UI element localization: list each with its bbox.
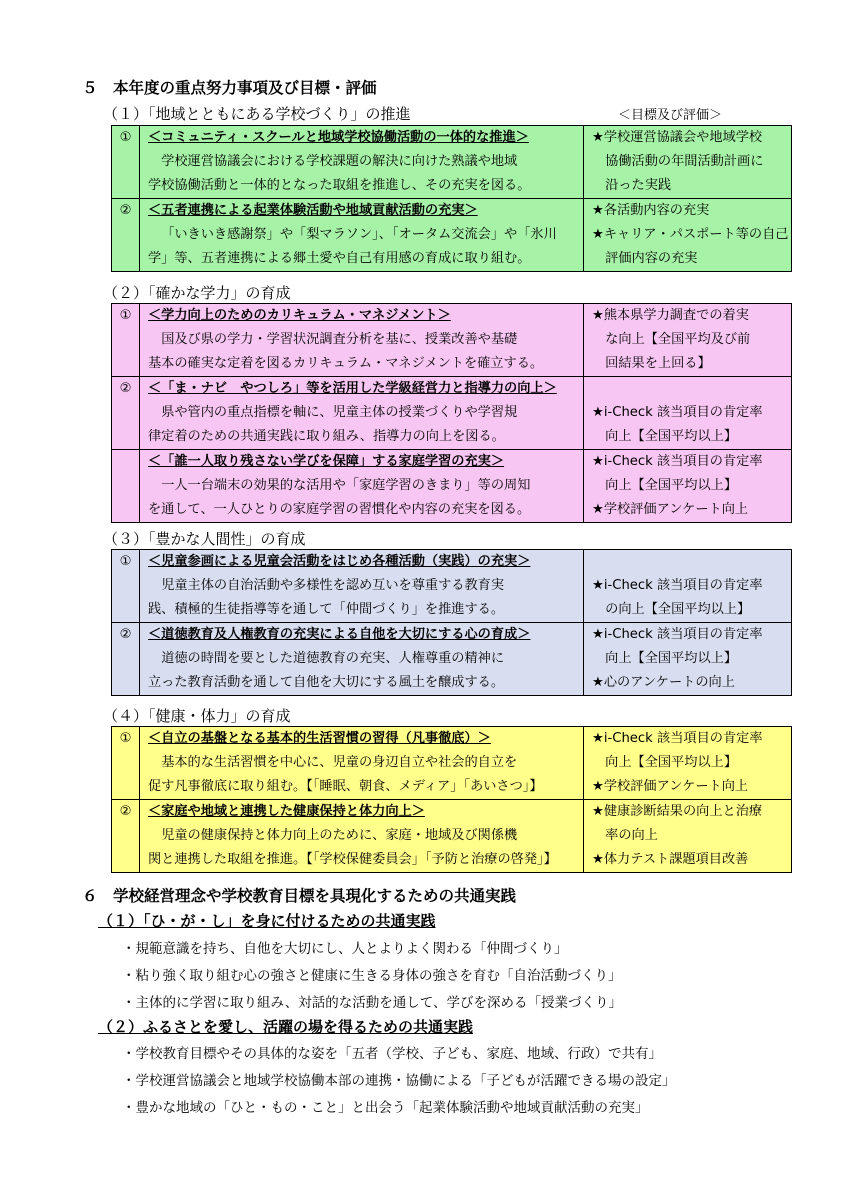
table-row [112, 304, 792, 377]
goal-line: ★学校評価アンケート向上 [592, 779, 749, 794]
goal-line: ★i-Check 該当項目の肯定率 [592, 454, 763, 469]
table-row [112, 800, 792, 873]
list-item: ・主体的に学習に取り組み、対話的な活動を通して、学びを深める「授業づくり」 [122, 995, 623, 1011]
row-main [140, 450, 584, 523]
goal-line: ★i-Check 該当項目の肯定率 [592, 627, 763, 642]
row-body-2: 学校協働活動と一体的となった取組を推進し、その充実を図る。 [148, 178, 531, 193]
row-goal [584, 304, 792, 377]
row-title: ＜家庭や地域と連携した健康保持と体力向上＞ [148, 804, 425, 819]
table-row [112, 126, 792, 199]
goal-line: 評価内容の充実 [592, 251, 698, 266]
row-number: ① [112, 550, 140, 623]
row-body-2: を通して、一人ひとりの家庭学習の習慣化や内容の充実を図る。 [148, 502, 531, 517]
row-body-2: 立った教育活動を通して自他を大切にする風土を醸成する。 [148, 675, 505, 690]
row-title: ＜学力向上のためのカリキュラム・マネジメント＞ [148, 308, 451, 323]
row-number: ② [112, 199, 140, 272]
list-item: ・学校教育目標やその具体的な姿を「五者（学校、子ども、家庭、地域、行政）で共有」 [122, 1046, 662, 1062]
row-number: ① [112, 126, 140, 199]
row-body-2: 基本の確実な定着を図るカリキュラム・マネジメントを確立する。 [148, 356, 544, 371]
row-main [140, 727, 584, 800]
goal-line: ★熊本県学力調査での着実 [592, 308, 749, 323]
goal-line: ★各活動内容の充実 [592, 203, 710, 218]
goal-line: 向上【全国平均以上】 [592, 429, 738, 444]
row-main [140, 800, 584, 873]
row-title: ＜児童参画による児童会活動をはじめ各種活動（実践）の充実＞ [148, 554, 531, 569]
s6-sub1-title: （１）「ひ・が・し」を身に付けるための共通実践 [98, 912, 436, 930]
row-title: ＜自立の基盤となる基本的生活習慣の習得（凡事徹底）＞ [148, 731, 491, 746]
row-main [140, 550, 584, 623]
row-goal [584, 126, 792, 199]
row-body-1: 基本的な生活習慣を中心に、児童の身辺自立や社会的自立を [161, 755, 518, 770]
row-goal [584, 377, 792, 450]
row-title: ＜五者連携による起業体験活動や地域貢献活動の充実＞ [148, 203, 478, 218]
list-item: ・豊かな地域の「ひと・もの・こと」と出会う「起業体験活動や地域貢献活動の充実」 [122, 1100, 649, 1116]
row-body-1: 国及び県の学力・学習状況調査分析を基に、授業改善や基礎 [161, 332, 518, 347]
row-body-2: 関と連携した取組を推進。【「学校保健委員会」「予防と治療の啓発」】 [148, 852, 557, 867]
goal-line: 率の向上 [592, 828, 658, 843]
goal-line: 沿った実践 [592, 178, 672, 193]
row-number [112, 450, 140, 523]
goal-line: ★i-Check 該当項目の肯定率 [592, 405, 763, 420]
table-row [112, 727, 792, 800]
goal-eval-note: ＜目標及び評価＞ [618, 108, 723, 123]
list-item: ・学校運営協議会と地域学校協働本部の連携・協働による「子どもが活躍できる場の設定」 [122, 1073, 676, 1089]
row-main [140, 623, 584, 696]
row-body-1: 学校運営協議会における学校課題の解決に向けた熟議や地域 [161, 154, 518, 169]
goal-line: ★健康診断結果の向上と治療 [592, 804, 763, 819]
table-row [112, 450, 792, 523]
goal-line: 向上【全国平均以上】 [592, 478, 738, 493]
sub3-title: （３）「豊かな人間性」の育成 [103, 530, 306, 548]
table-row [112, 623, 792, 696]
goal-line [592, 377, 787, 401]
goal-line: 向上【全国平均以上】 [592, 651, 738, 666]
section5-heading: ５ 本年度の重点努力事項及び目標・評価 [82, 79, 377, 97]
goal-line [592, 550, 787, 574]
goal-line: ★i-Check 該当項目の肯定率 [592, 731, 763, 746]
row-body-1: 一人一台端末の効果的な活用や「家庭学習のきまり」等の周知 [161, 478, 531, 493]
goal-line: の向上【全国平均以上】 [592, 602, 751, 617]
table-row [112, 550, 792, 623]
goal-line: ★i-Check 該当項目の肯定率 [592, 578, 763, 593]
row-main [140, 199, 584, 272]
table-row [112, 199, 792, 272]
table-row [112, 377, 792, 450]
goal-line: 向上【全国平均以上】 [592, 755, 738, 770]
sub4-title: （４）「健康・体力」の育成 [103, 707, 291, 725]
row-main [140, 304, 584, 377]
row-goal [584, 450, 792, 523]
goal-line: ★心のアンケートの向上 [592, 675, 735, 690]
row-goal [584, 550, 792, 623]
row-number: ② [112, 623, 140, 696]
s6-sub2-list [122, 1041, 676, 1122]
section6-heading: ６ 学校経営理念や学校教育目標を具現化するための共通実践 [82, 887, 517, 905]
row-number: ① [112, 304, 140, 377]
row-body-1: 道徳の時間を要とした道徳教育の充実、人権尊重の精神に [161, 651, 505, 666]
list-item: ・規範意識を持ち、自他を大切にし、人とよりよく関わる「仲間づくり」 [122, 941, 568, 957]
table-academic [111, 303, 792, 523]
table-community [111, 125, 792, 272]
sub2-title: （２）「確かな学力」の育成 [103, 284, 291, 302]
row-body-1: 児童の健康保持と体力向上のために、家庭・地域及び関係機 [161, 828, 518, 843]
row-title: ＜「誰一人取り残さない学びを保障」する家庭学習の充実＞ [148, 454, 505, 469]
row-goal [584, 727, 792, 800]
row-goal [584, 199, 792, 272]
row-title: ＜「ま・ナビ やつしろ」等を活用した学級経営力と指導力の向上＞ [148, 381, 557, 396]
row-title: ＜コミュニティ・スクールと地域学校協働活動の一体的な推進＞ [148, 130, 529, 145]
list-item: ・粘り強く取り組む心の強さと健康に生きる身体の強さを育む「自治活動づくり」 [122, 968, 622, 984]
goal-line: ★キャリア・パスポート等の自己 [592, 227, 789, 242]
sub1-title: （１）「地域とともにある学校づくり」の推進 [103, 105, 411, 123]
goal-line: ★学校運営協議会や地域学校 [592, 130, 763, 145]
row-body-2: 践、積極的生徒指導等を通して「仲間づくり」を推進する。 [148, 602, 505, 617]
row-number: ② [112, 800, 140, 873]
row-title: ＜道徳教育及人権教育の充実による自他を大切にする心の育成＞ [148, 627, 531, 642]
row-body-1: 児童主体の自治活動や多様性を認め互いを尊重する教育実 [161, 578, 505, 593]
row-main [140, 377, 584, 450]
goal-line: 回結果を上回る】 [592, 356, 711, 371]
row-body-2: 学」等、五者連携による郷土愛や自己有用感の育成に取り組む。 [148, 251, 531, 266]
s6-sub2-title: （２）ふるさとを愛し、活躍の場を得るための共通実践 [98, 1018, 474, 1036]
goal-line: ★体力テスト課題項目改善 [592, 852, 749, 867]
table-health [111, 726, 792, 873]
goal-line: ★学校評価アンケート向上 [592, 502, 749, 517]
goal-line: な向上【全国平均及び前 [592, 332, 751, 347]
s6-sub1-list [122, 936, 622, 1017]
row-number: ② [112, 377, 140, 450]
row-body-2: 促す凡事徹底に取り組む。【「睡眠、朝食、メディア」「あいさつ」】 [148, 779, 543, 794]
table-humanity [111, 549, 792, 696]
row-goal [584, 623, 792, 696]
row-body-1: 「いきいき感謝祭」や「梨マラソン」、「オータム交流会」や「氷川 [161, 227, 557, 242]
goal-line: 協働活動の年間活動計画に [592, 154, 764, 169]
row-body-1: 県や管内の重点指標を軸に、児童主体の授業づくりや学習規 [161, 405, 518, 420]
row-number: ① [112, 727, 140, 800]
row-goal [584, 800, 792, 873]
row-main [140, 126, 584, 199]
row-body-2: 律定着のための共通実践に取り組み、指導力の向上を図る。 [148, 429, 505, 444]
